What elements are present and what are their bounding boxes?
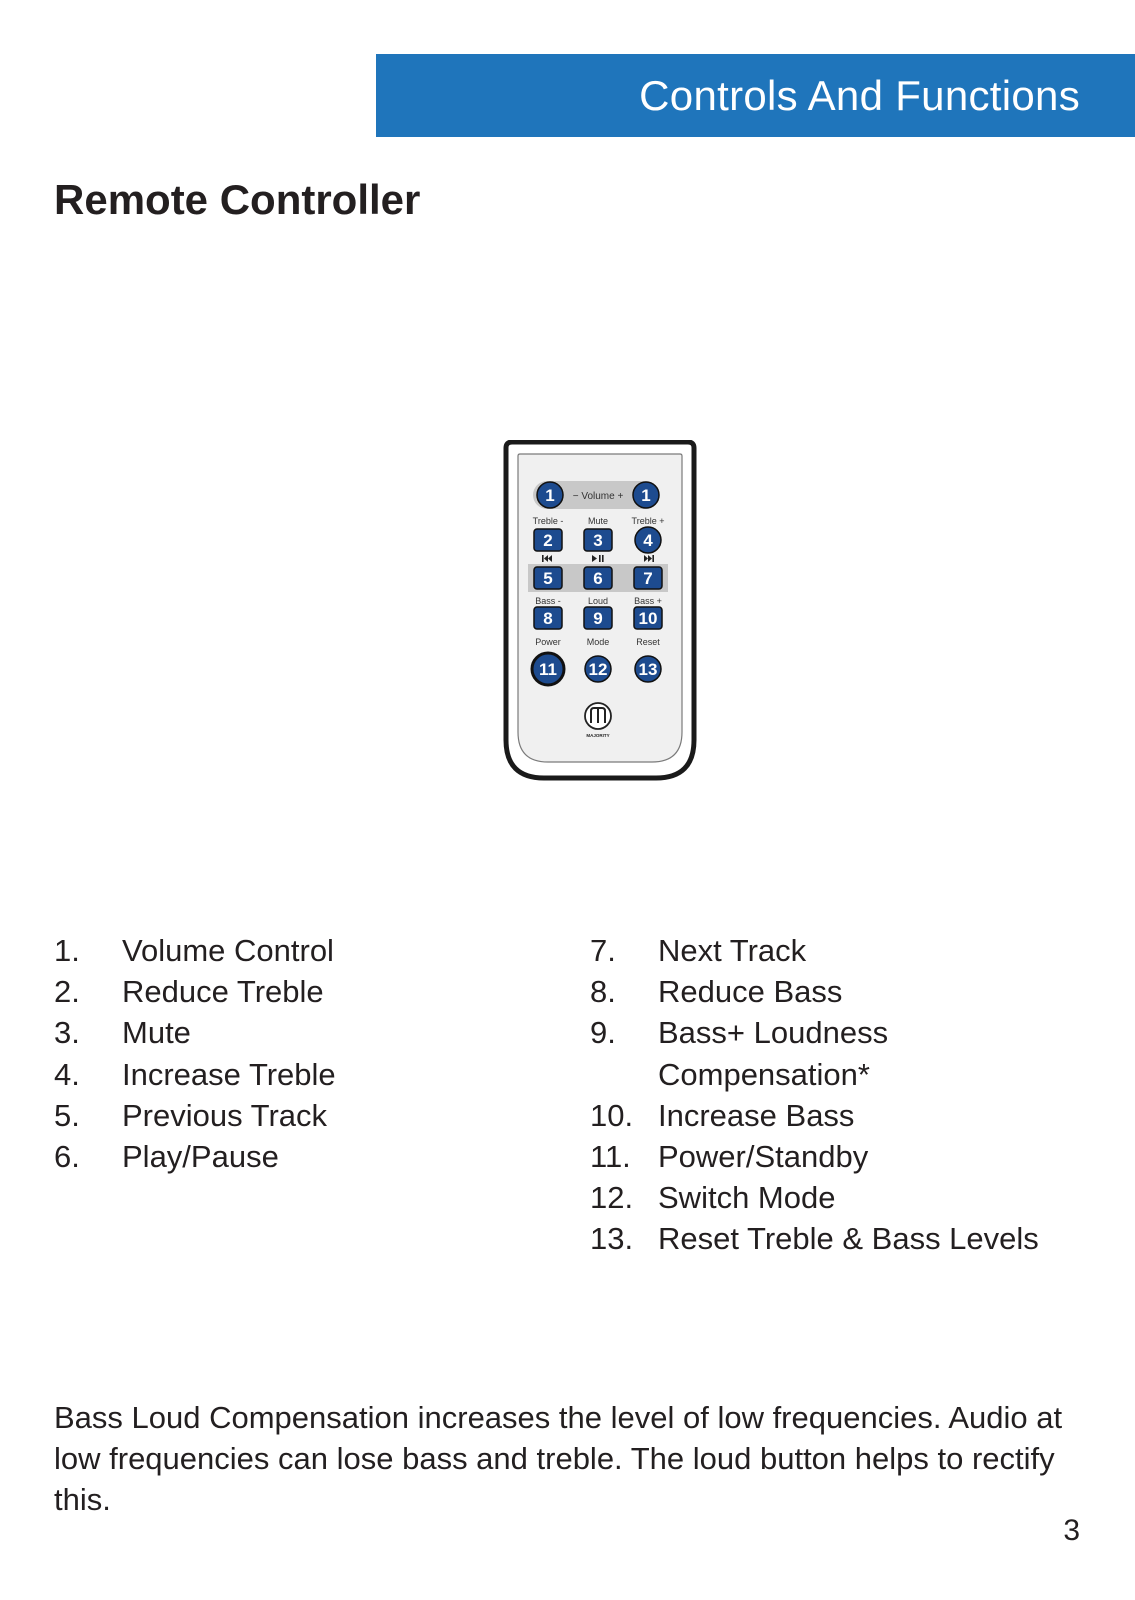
functions-list-left (54, 930, 534, 1177)
treble-plus-label: Treble + (631, 516, 665, 526)
list-item (590, 1177, 1110, 1218)
item-number: 12. (590, 1180, 634, 1216)
item-label: Compensation* (658, 1056, 870, 1092)
item-number: 2. (54, 974, 80, 1010)
item-number: 11. (590, 1139, 631, 1175)
item-number: 3. (54, 1015, 80, 1051)
item-label: Bass+ Loudness (658, 1015, 889, 1051)
item-label: Previous Track (122, 1097, 328, 1133)
item-label: Switch Mode (658, 1180, 836, 1216)
treble-minus-number: 2 (543, 531, 553, 550)
bass-plus-number: 10 (638, 609, 658, 628)
power-label: Power (535, 637, 561, 647)
power-number: 11 (539, 660, 557, 679)
logo-text: MAJORITY (586, 733, 610, 738)
majority-logo (585, 703, 611, 738)
list-item (590, 1095, 1110, 1136)
treble-plus-number: 4 (643, 531, 653, 550)
list-item (590, 971, 1110, 1012)
volume-up-number: 1 (641, 486, 651, 505)
item-number: 9. (590, 1015, 616, 1051)
list-item (590, 1012, 1110, 1053)
item-label: Power/Standby (658, 1139, 869, 1175)
page-number: 3 (1063, 1514, 1080, 1547)
list-item (590, 1218, 1110, 1259)
mute-number: 3 (593, 531, 603, 550)
item-label: Reduce Bass (658, 974, 843, 1010)
item-number: 10. (590, 1097, 634, 1133)
functions-list-right (590, 930, 1110, 1260)
treble-minus-label: Treble - (532, 516, 564, 526)
loud-label: Loud (587, 596, 609, 606)
item-number: 8. (590, 974, 616, 1010)
item-number: 13. (590, 1221, 634, 1257)
list-item (54, 971, 534, 1012)
item-label: Volume Control (122, 933, 334, 968)
list-item (54, 1012, 534, 1053)
reset-number: 13 (638, 660, 658, 679)
volume-label: − Volume + (572, 491, 624, 502)
remote-illustration (500, 440, 700, 790)
item-label: Play/Pause (122, 1139, 279, 1175)
list-item (54, 1054, 534, 1095)
item-label: Reduce Treble (122, 974, 324, 1010)
list-item (54, 1095, 534, 1136)
list-item (54, 930, 534, 971)
list-item (54, 1136, 534, 1177)
bass-minus-number: 8 (543, 609, 553, 628)
item-label: Mute (122, 1015, 191, 1051)
next-track-number: 7 (643, 569, 653, 588)
mode-label: Mode (586, 637, 610, 647)
volume-down-number: 1 (545, 486, 555, 505)
bass-plus-label: Bass + (634, 596, 662, 606)
list-item-continuation (590, 1054, 1110, 1095)
header-bar (376, 54, 1135, 137)
footnote-text: Bass Loud Compensation increases the level of low frequencies. Audio at low frequencies can lose bass and treble. The loud button helps to rectify this. (54, 1400, 1063, 1517)
item-number: 4. (54, 1056, 80, 1092)
play-pause-number: 6 (593, 569, 603, 588)
item-number: 6. (54, 1139, 80, 1175)
previous-track-number: 5 (543, 569, 553, 588)
section-title: Remote Controller (54, 176, 421, 223)
item-label: Increase Treble (122, 1056, 336, 1092)
loud-number: 9 (593, 609, 603, 628)
item-number: 5. (54, 1097, 80, 1133)
list-item (590, 1136, 1110, 1177)
mode-number: 12 (588, 660, 608, 679)
bass-minus-label: Bass - (535, 596, 561, 606)
list-item (590, 930, 1110, 971)
item-label: Next Track (658, 933, 807, 968)
item-number: 7. (590, 933, 616, 968)
header-title: Controls And Functions (639, 72, 1080, 119)
reset-label: Reset (636, 637, 660, 647)
item-label: Increase Bass (658, 1097, 855, 1133)
item-label: Reset Treble & Bass Levels (658, 1221, 1039, 1257)
item-number: 1. (54, 933, 80, 968)
mute-label: Mute (587, 516, 609, 526)
